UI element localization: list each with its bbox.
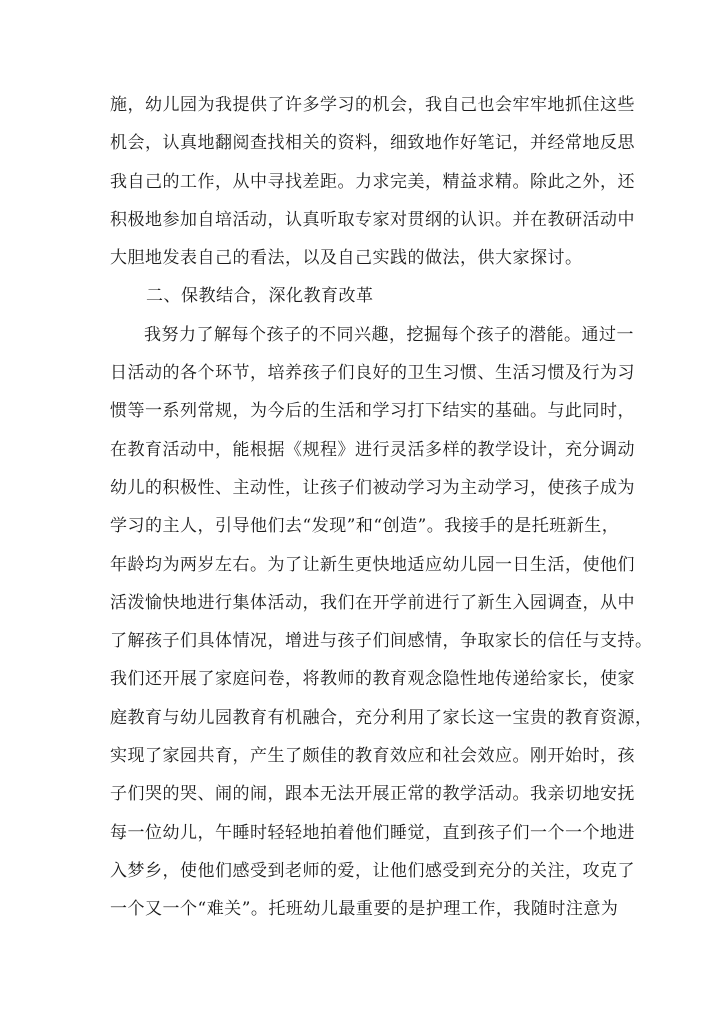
section-heading: 二、保教结合，深化教育改革 <box>146 286 374 307</box>
text-line: 子们哭的哭、闹的闹，跟本无法开展正常的教学活动。我亲切地安抚 <box>110 784 635 805</box>
text-line: 大胆地发表自己的看法，以及自己实践的做法，供大家探讨。 <box>110 248 583 269</box>
text-line: 实现了家园共育，产生了颇佳的教育效应和社会效应。刚开始时，孩 <box>110 746 635 767</box>
text-line: 入梦乡，使他们感受到老师的爱，让他们感受到充分的关注，攻克了 <box>110 860 635 881</box>
text-line: 学习的主人，引导他们去“发现”和“创造”。我接手的是托班新生， <box>110 516 620 537</box>
text-line: 幼儿的积极性、主动性，让孩子们被动学习为主动学习，使孩子成为 <box>110 477 635 498</box>
text-line: 年龄均为两岁左右。为了让新生更快地适应幼儿园一日生活，使他们 <box>110 554 635 575</box>
text-line: 我努力了解每个孩子的不同兴趣，挖掘每个孩子的潜能。通过一 <box>144 324 634 345</box>
text-line: 在教育活动中，能根据《规程》进行灵活多样的教学设计，充分调动 <box>110 439 635 460</box>
body-text <box>110 86 653 929</box>
text-line: 活泼愉快地进行集体活动，我们在开学前进行了新生入园调查，从中 <box>110 592 635 613</box>
text-line: 每一位幼儿，午睡时轻轻地拍着他们睡觉，直到孩子们一个一个地进 <box>110 822 635 843</box>
text-line: 我自己的工作，从中寻找差距。力求完美，精益求精。除此之外，还 <box>110 171 635 192</box>
text-line: 积极地参加自培活动，认真听取专家对贯纲的认识。并在教研活动中 <box>110 209 635 230</box>
text-line: 日活动的各个环节，培养孩子们良好的卫生习惯、生活习惯及行为习 <box>110 363 635 384</box>
text-line: 惯等一系列常规，为今后的生活和学习打下结实的基础。与此同时， <box>110 401 635 422</box>
text-line: 一个又一个“难关”。托班幼儿最重要的是护理工作，我随时注意为 <box>110 899 619 920</box>
text-line: 机会，认真地翻阅查找相关的资料，细致地作好笔记，并经常地反思 <box>110 133 635 154</box>
text-line: 我们还开展了家庭问卷，将教师的教育观念隐性地传递给家长，使家 <box>110 669 635 690</box>
text-line: 施，幼儿园为我提供了许多学习的机会，我自己也会牢牢地抓住这些 <box>110 95 635 115</box>
text-line: 庭教育与幼儿园教育有机融合，充分利用了家长这一宝贵的教育资源， <box>110 707 653 728</box>
text-line: 了解孩子们具体情况，增进与孩子们间感情，争取家长的信任与支持。 <box>110 631 653 652</box>
